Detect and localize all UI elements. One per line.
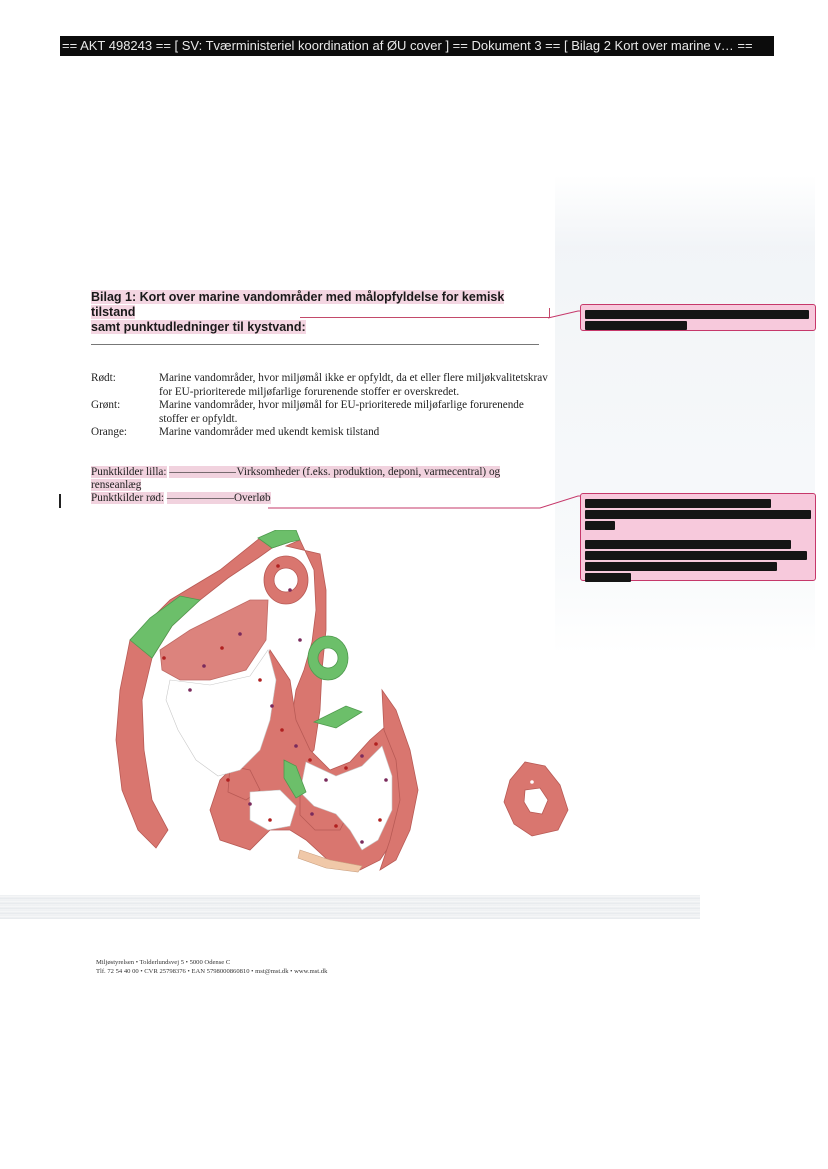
redaction-bar bbox=[585, 562, 777, 571]
legend-row-red bbox=[91, 372, 551, 399]
map-legend bbox=[91, 372, 551, 440]
legend-key: Orange: bbox=[91, 426, 128, 438]
redaction-bar bbox=[585, 521, 615, 530]
redaction-bar bbox=[585, 551, 807, 560]
redaction-bar bbox=[585, 540, 791, 549]
legend-row-orange bbox=[91, 426, 551, 440]
redaction-bar bbox=[585, 321, 687, 330]
document-banner: == AKT 498243 == [ SV: Tværministeriel koordination af ØU cover ] == Dokument 3 == [ Bilag 2 Kort over marine v… == bbox=[60, 36, 774, 56]
footer-line-1: Miljøstyrelsen • Tolderlundsvej 5 • 5000 Odense C bbox=[96, 959, 231, 966]
redaction-bar bbox=[585, 510, 811, 519]
punktkilder-lilla-text: Virksomheder (f.eks. produktion, deponi, varmecentral) og renseanlæg bbox=[91, 466, 501, 491]
comment-bubble-2[interactable] bbox=[580, 493, 816, 581]
redaction-bar bbox=[585, 499, 771, 508]
legend-key: Rødt: bbox=[91, 372, 116, 384]
redaction-bar bbox=[585, 573, 631, 582]
punktkilder-roed bbox=[91, 492, 521, 505]
line-sample-icon: —————— bbox=[166, 492, 234, 504]
heading-line-2: samt punktudledninger til kystvand: bbox=[91, 320, 306, 334]
heading-line-1: Bilag 1: Kort over marine vandområder med målopfyldelse for kemisk tilstand bbox=[91, 290, 505, 319]
punktkilder-block bbox=[91, 466, 521, 505]
legend-row-green bbox=[91, 399, 551, 426]
legend-text: Marine vandområder med ukendt kemisk tilstand bbox=[159, 426, 380, 438]
text-cursor bbox=[59, 494, 61, 508]
punktkilder-roed-label: Punktkilder rød: bbox=[91, 492, 165, 504]
line-sample-icon: —————— bbox=[169, 466, 237, 478]
marine-areas-map bbox=[100, 530, 590, 880]
scan-artifact-band bbox=[0, 895, 700, 919]
redaction-bar bbox=[585, 310, 809, 319]
page-footer bbox=[96, 958, 327, 976]
punktkilder-roed-text: Overløb bbox=[233, 492, 271, 504]
legend-text: Marine vandområder, hvor miljømål ikke er opfyldt, da et eller flere miljøkvalitetskrav for EU-prioriterede miljøfarlige forurenende stoffer er overskredet. bbox=[159, 372, 548, 398]
punktkilder-lilla bbox=[91, 466, 521, 492]
punktkilder-lilla-label: Punktkilder lilla: bbox=[91, 466, 167, 478]
footer-line-2: Tlf. 72 54 40 00 • CVR 25798376 • EAN 5798000860810 • mst@mst.dk • www.mst.dk bbox=[96, 968, 328, 975]
comment-bubble-1[interactable] bbox=[580, 304, 816, 331]
heading-rule bbox=[91, 344, 539, 345]
legend-key: Grønt: bbox=[91, 399, 121, 411]
legend-text: Marine vandområder, hvor miljømål for EU-prioriterede miljøfarlige forurenende stoffer er opfyldt. bbox=[159, 399, 524, 425]
